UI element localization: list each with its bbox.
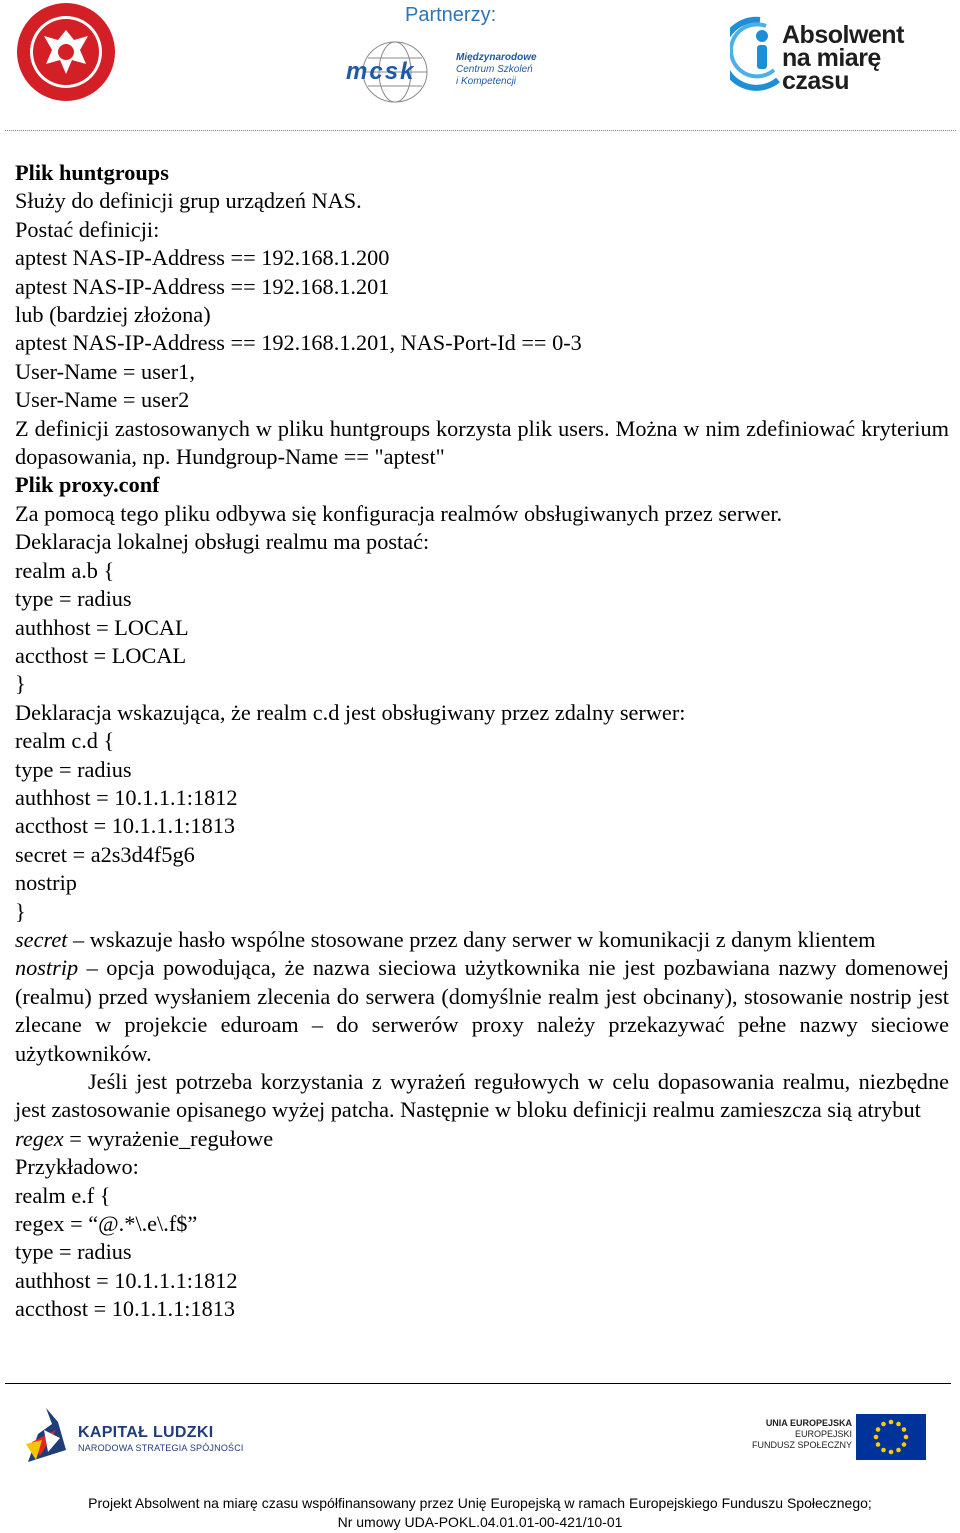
person-circle-icon xyxy=(730,6,790,98)
politechnika-seal-icon xyxy=(14,0,118,104)
politechnika-lodzka-logo xyxy=(14,0,118,104)
code-line: } xyxy=(15,898,26,924)
code-line: authhost = LOCAL xyxy=(15,614,189,640)
eu-star-icon xyxy=(881,1448,886,1453)
paragraph-secret: secret – wskazuje hasło wspólne stosowane przez dany serwer w komunikacji z danym klientem xyxy=(15,926,876,952)
eu-star-icon xyxy=(889,1450,894,1455)
code-line: User-Name = user1, xyxy=(15,358,195,384)
code-line: regex = “@.*\.e\.f$” xyxy=(15,1211,198,1237)
code-line: User-Name = user2 xyxy=(15,387,190,413)
text-line: Deklaracja lokalnej obsługi realmu ma postać: xyxy=(15,529,430,555)
eu-star-icon xyxy=(874,1435,879,1440)
footer-divider xyxy=(5,1383,951,1384)
code-line: realm e.f { xyxy=(15,1182,111,1208)
kapital-ludzki-subtitle: NARODOWA STRATEGIA SPÓJNOŚCI xyxy=(78,1443,244,1453)
code-line: secret = a2s3d4f5g6 xyxy=(15,841,195,867)
code-line: accthost = 10.1.1.1:1813 xyxy=(15,1296,236,1322)
kapital-ludzki-title: KAPITAŁ LUDZKI xyxy=(78,1424,214,1441)
term-nostrip: nostrip xyxy=(15,955,79,981)
partners-label: Partnerzy: xyxy=(405,4,497,26)
code-line: nostrip xyxy=(15,870,77,896)
code-line: type = radius xyxy=(15,756,132,782)
code-line: aptest NAS-IP-Address == 192.168.1.201 xyxy=(15,273,390,299)
heading-proxy-conf: Plik proxy.conf xyxy=(15,472,160,498)
eu-star-icon xyxy=(881,1422,886,1427)
document-body xyxy=(15,159,949,1324)
absolwent-wordmark: Absolwent na miarę czasu xyxy=(782,21,904,95)
code-line: type = radius xyxy=(15,586,132,612)
code-line: type = radius xyxy=(15,1239,132,1265)
footer-line-2: Nr umowy UDA-POKL.04.01.01-00-421/10-01 xyxy=(337,1514,623,1530)
code-line: accthost = LOCAL xyxy=(15,642,187,668)
term-secret: secret xyxy=(15,926,68,952)
eu-star-icon xyxy=(902,1427,907,1432)
eu-fund-logo xyxy=(752,1412,932,1462)
page-header xyxy=(0,0,960,132)
paragraph-nostrip: nostrip – opcja powodująca, że nazwa sieciowa użytkownika nie jest pozbawiana nazwy domenowej (realmu) przed wysłaniem zlecenia do serwera (domyślnie realm jest obcinany), stosowanie nostrip jest zlecane w projekcie eduroam – do serwerów proxy należy przekazywać pełne nazwy sieciowe użytkowników. xyxy=(15,955,949,1066)
regex-line: regex = wyrażenie_regułowe xyxy=(15,1125,274,1151)
footer-project-info xyxy=(0,1494,960,1532)
eu-fund-text: UNIA EUROPEJSKA EUROPEJSKI FUNDUSZ SPOŁECZNY xyxy=(752,1418,853,1450)
kapital-ludzki-star-icon xyxy=(22,1400,78,1470)
kapital-ludzki-logo xyxy=(22,1400,252,1470)
text-line: lub (bardziej złożona) xyxy=(15,302,211,328)
code-line: realm c.d { xyxy=(15,728,115,754)
text-line: Przykładowo: xyxy=(15,1154,139,1180)
code-line: realm a.b { xyxy=(15,557,115,583)
code-line: aptest NAS-IP-Address == 192.168.1.201, NAS-Port-Id == 0-3 xyxy=(15,330,582,356)
absolwent-logo xyxy=(730,6,950,98)
header-divider xyxy=(5,130,956,131)
code-line: } xyxy=(15,671,26,697)
eu-star-icon xyxy=(896,1448,901,1453)
paragraph-huntgroups-usage: Z definicji zastosowanych w pliku huntgroups korzysta plik users. Można w nim zdefiniować kryterium dopasowania, np. Hundgroup-Name == "aptest" xyxy=(15,415,949,470)
eu-star-icon xyxy=(876,1427,881,1432)
code-line: accthost = 10.1.1.1:1813 xyxy=(15,813,236,839)
term-regex: regex xyxy=(15,1125,64,1151)
code-line: aptest NAS-IP-Address == 192.168.1.200 xyxy=(15,245,390,271)
eu-star-icon xyxy=(902,1442,907,1447)
eu-star-icon xyxy=(904,1435,909,1440)
eu-star-icon xyxy=(876,1442,881,1447)
eu-star-icon xyxy=(889,1420,894,1425)
text-line: Służy do definicji grup urządzeń NAS. xyxy=(15,188,362,214)
text-line: Za pomocą tego pliku odbywa się konfiguracja realmów obsługiwanych przez serwer. xyxy=(15,500,783,526)
mcsk-logo xyxy=(340,36,570,106)
heading-huntgroups: Plik huntgroups xyxy=(15,160,169,185)
mcsk-letters: mcsk xyxy=(346,58,416,85)
text-line: Deklaracja wskazująca, że realm c.d jest obsługiwany przez zdalny serwer: xyxy=(15,699,686,725)
text-line: Postać definicji: xyxy=(15,216,160,242)
mcsk-tagline: Międzynarodowe Centrum Szkoleń i Kompetencji xyxy=(456,52,537,87)
paragraph-regex: Jeśli jest potrzeba korzystania z wyrażeń regułowych w celu dopasowania realmu, niezbędne jest zastosowanie opisanego wyżej patcha. Następnie w bloku definicji realmu zamieszcza sią atrybut xyxy=(15,1069,949,1123)
code-line: authhost = 10.1.1.1:1812 xyxy=(15,784,238,810)
footer-line-1: Projekt Absolwent na miarę czasu współfinansowany przez Unię Europejską w ramach Europejskiego Funduszu Społecznego; xyxy=(88,1495,872,1511)
eu-star-icon xyxy=(896,1422,901,1427)
code-line: authhost = 10.1.1.1:1812 xyxy=(15,1267,238,1293)
eu-flag-icon xyxy=(856,1414,926,1460)
